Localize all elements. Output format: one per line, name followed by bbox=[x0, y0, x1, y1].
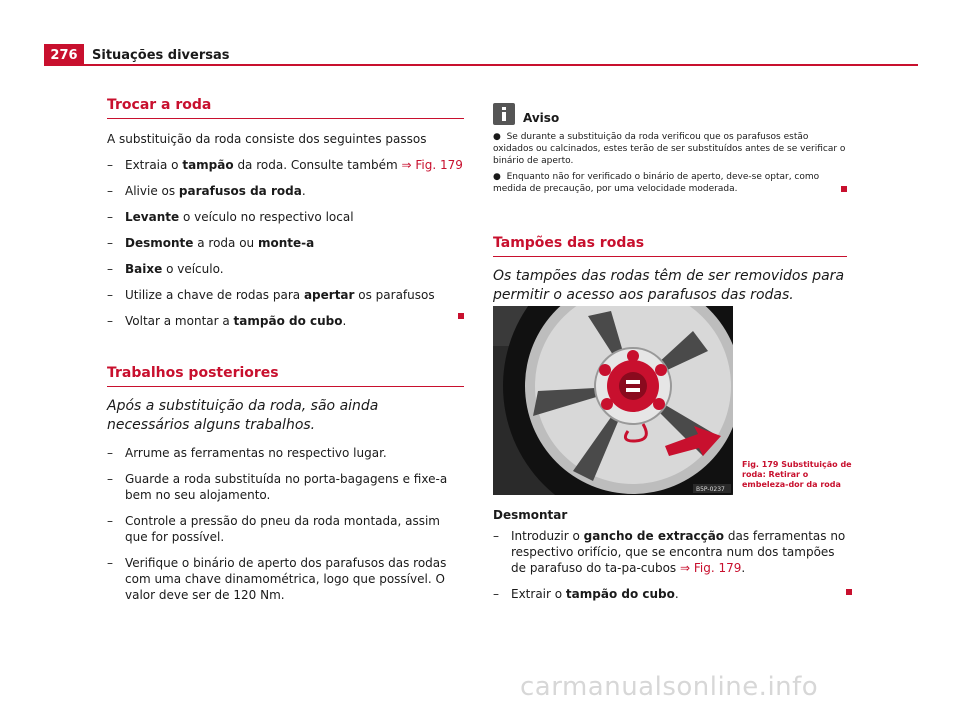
header-rule bbox=[44, 64, 918, 66]
desmontar-section bbox=[493, 508, 849, 602]
warning-header bbox=[493, 103, 847, 125]
section-end-mark bbox=[458, 313, 464, 319]
list-item: – Baixe o veículo. bbox=[107, 262, 224, 276]
section-intro-italic: Os tampões das rodas têm de ser removidos para permitir o acesso aos parafusos das rodas. bbox=[493, 268, 845, 303]
steps-list bbox=[493, 528, 849, 602]
subsection-title: Desmontar bbox=[493, 508, 568, 522]
steps-list bbox=[107, 157, 464, 329]
list-item: – Extraia o tampão da roda. Consulte também ⇒ Fig. 179 bbox=[107, 158, 463, 172]
list-item: – Verifique o binário de aperto dos parafusos das rodas com uma chave dinamométrica, logo que possível. O valor deve ser de 120 Nm. bbox=[107, 556, 447, 602]
steps-list bbox=[107, 445, 464, 603]
section-title-trocar: Trocar a roda bbox=[107, 97, 464, 119]
figure-caption: Fig. 179 Substituição de roda: Retirar o embeleza-dor da roda bbox=[742, 460, 852, 489]
list-item: – Levante o veículo no respectivo local bbox=[107, 210, 354, 224]
list-item: – Extrair o tampão do cubo. bbox=[493, 587, 679, 601]
warning-title: Aviso bbox=[523, 111, 560, 125]
list-item: – Voltar a montar a tampão do cubo. bbox=[107, 314, 347, 328]
warning-text bbox=[493, 131, 847, 195]
wheel-figure bbox=[493, 306, 733, 495]
list-item: – Utilize a chave de rodas para apertar os parafusos bbox=[107, 288, 435, 302]
list-item: – Controle a pressão do pneu da roda montada, assim que for possível. bbox=[107, 514, 440, 544]
left-column bbox=[107, 97, 464, 603]
list-item: – Guarde a roda substituída no porta-bagagens e fixe-a bem no seu alojamento. bbox=[107, 472, 448, 502]
section-intro: A substituição da roda consiste dos seguintes passos bbox=[107, 132, 427, 146]
page-number: 276 bbox=[44, 44, 84, 66]
info-icon bbox=[493, 103, 515, 125]
list-item: – Introduzir o gancho de extracção das ferramentas no respectivo orifício, que se encontra num dos tampões de parafuso do ta-pa-cubos ⇒ Fig. 179. bbox=[493, 529, 846, 575]
section-intro-italic: Após a substituição da roda, são ainda necessários alguns trabalhos. bbox=[107, 398, 379, 433]
chapter-title: Situações diversas bbox=[92, 48, 230, 63]
warning-bullet: ● Se durante a substituição da roda verificou que os parafusos estão oxidados ou calcinados, estes terão de ser substituídos antes de se verificar o binário de aperto. bbox=[493, 132, 846, 166]
wheel-illustration bbox=[493, 306, 733, 495]
figure-link[interactable]: ⇒ Fig. 179 bbox=[680, 561, 742, 575]
list-item: – Alivie os parafusos da roda. bbox=[107, 184, 306, 198]
section-end-mark bbox=[841, 186, 847, 192]
section-title-trabalhos: Trabalhos posteriores bbox=[107, 365, 464, 387]
figure-link[interactable]: ⇒ Fig. 179 bbox=[401, 158, 463, 172]
section-end-mark bbox=[846, 589, 852, 595]
warning-bullet: ● Enquanto não for verificado o binário de aperto, deve-se optar, como medida de precaução, por uma velocidade moderada. bbox=[493, 172, 820, 194]
watermark: carmanualsonline.info bbox=[520, 672, 819, 702]
figure-code: B5P-0237 bbox=[696, 486, 725, 493]
list-item: – Desmonte a roda ou monte-a bbox=[107, 236, 315, 250]
right-column bbox=[493, 103, 847, 305]
list-item: – Arrume as ferramentas no respectivo lugar. bbox=[107, 446, 387, 460]
section-title-tampoes: Tampões das rodas bbox=[493, 235, 847, 257]
